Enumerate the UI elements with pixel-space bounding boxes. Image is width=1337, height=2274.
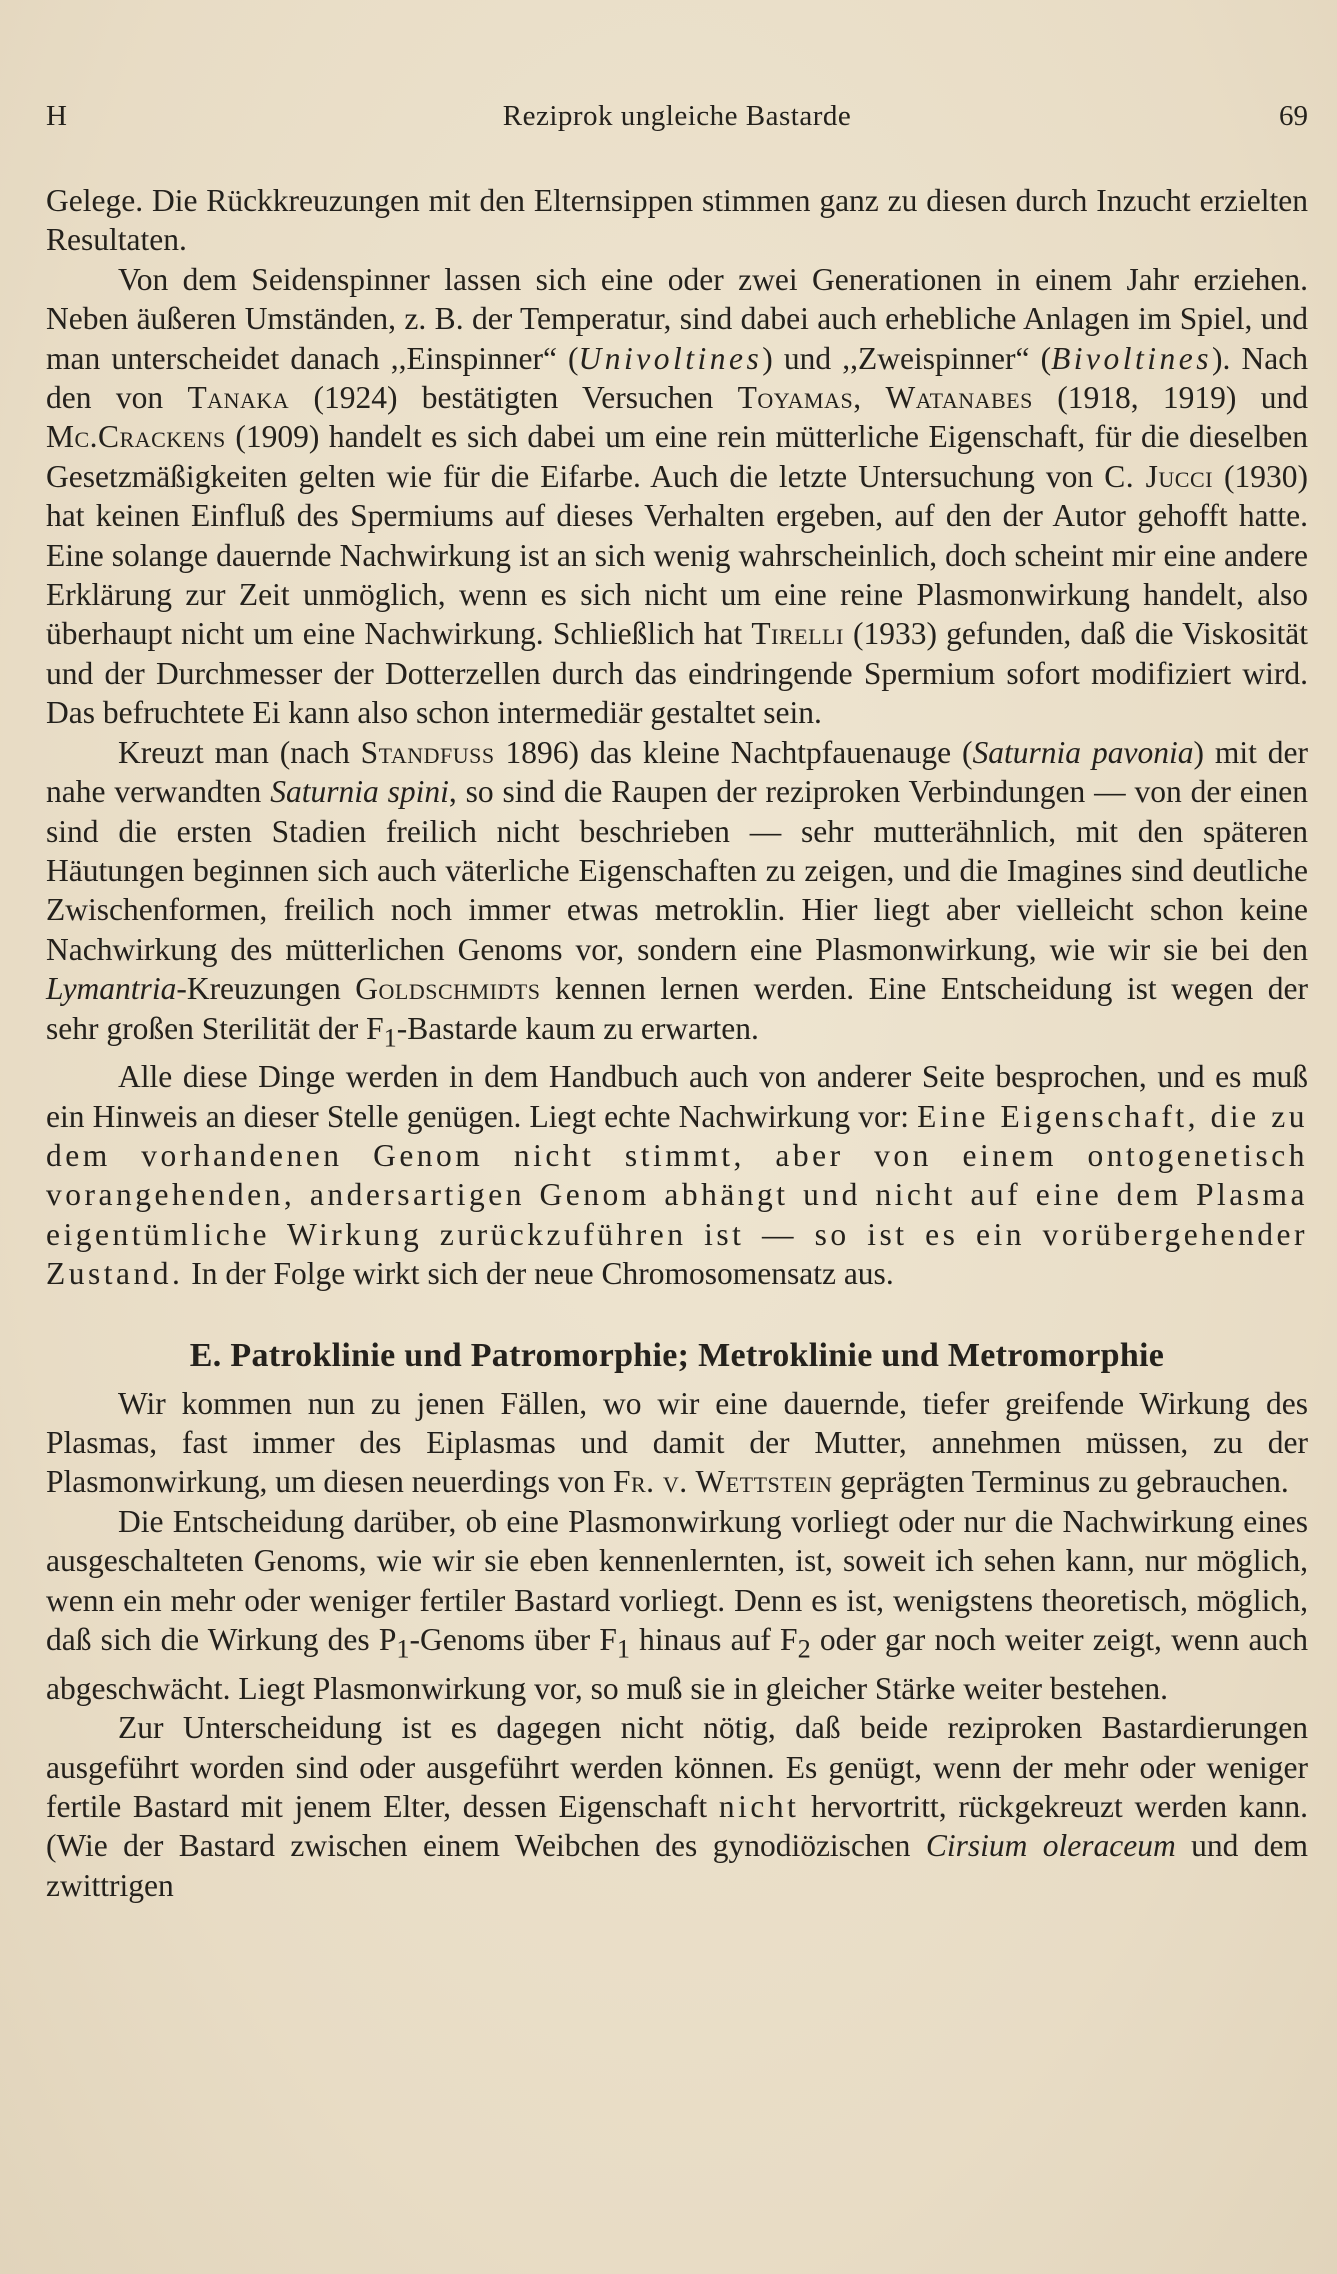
author-tirelli: Tirelli (751, 616, 844, 652)
author-standfuss: Standfuss (360, 734, 495, 770)
paragraph-7: Zur Unterscheidung ist es dagegen nicht nötig, daß beide reziproken Bastardierungen ausgeführt worden sind oder ausgeführt werden können. Es genügt, wenn der mehr oder weniger fertile Bastard mit jenem Elter, dessen Eigenschaft nicht hervortritt, rückgekreuzt werden kann. (Wie der Bastard zwischen einem Weibchen des gynodiözischen Cirsium oleraceum und dem zwittrigen (46, 1710, 1308, 1903)
author-watanabe: Watanabes (885, 380, 1033, 416)
running-header (46, 100, 1308, 144)
paragraph-4: Alle diese Dinge werden in dem Handbuch auch von anderer Seite besprochen, und es muß ein Hinweis an dieser Stelle genügen. Liegt echte Nachwirkung vor: Eine Eigenschaft, die zu dem vorhandenen Genom nicht stimmt, aber von einem ontogenetisch vorangehenden, andersartigen Genom abhängt und nicht auf eine dem Plasma eigentümliche Wirkung zurückzuführen ist — so ist es ein vorübergehender Zustand. In der Folge wirkt sich der neue Chromosomensatz aus. (46, 1059, 1308, 1292)
page-body (46, 181, 1308, 1905)
page-number: 69 (1279, 100, 1308, 132)
paragraph-6: Die Entscheidung darüber, ob eine Plasmonwirkung vorliegt oder nur die Nachwirkung eines ausgeschalteten Genoms, wie wir sie eben kennenlernten, ist, soweit ich sehen kann, nur möglich, wenn ein mehr oder weniger fertiler Bastard vorliegt. Denn es ist, wenigstens theoretisch, möglich, daß sich die Wirkung des $P_1$-Genoms über $F_1$ hinaus auf $F_2$ oder gar noch weiter zeigt, wenn auch abgeschwächt. Liegt Plasmonwirkung vor, so muß sie in gleicher Stärke weiter bestehen. (46, 1503, 1308, 1706)
species-saturnia-spini: Saturnia spini (270, 774, 449, 810)
running-title: Reziprok ungleiche Bastarde (502, 100, 852, 132)
subscript: 1 (616, 1634, 630, 1664)
species-saturnia-pavonia: Saturnia pavonia (972, 734, 1194, 770)
genus-lymantria: Lymantria (46, 971, 177, 1007)
term-univoltines: Univoltines (578, 340, 763, 376)
author-tanaka: Tanaka (187, 380, 290, 416)
subscript: 1 (383, 1022, 397, 1052)
subscript: 1 (396, 1634, 410, 1664)
subscript: 2 (797, 1634, 811, 1664)
author-jucci: C. Jucci (1104, 458, 1213, 494)
section-letter: H (46, 100, 67, 132)
section-heading: E. Patroklinie und Patromorphie; Metroklinie und Metromorphie (189, 1336, 1165, 1374)
paragraph-5: Wir kommen nun zu jenen Fällen, wo wir eine dauernde, tiefer greifende Wirkung des Plasmas, fast immer des Eiplasmas und damit der Mutter, annehmen müssen, zu der Plasmonwirkung, um diesen neuerdings von Fr. v. Wettstein geprägten Terminus zu gebrauchen. (46, 1385, 1308, 1500)
author-mccracken: Mc.Crackens (46, 419, 226, 455)
author-wettstein: Fr. v. Wettstein (612, 1464, 833, 1500)
term-bivoltines: Bivoltines (1051, 340, 1213, 376)
paragraph-2: Von dem Seidenspinner lassen sich eine oder zwei Generationen in einem Jahr erziehen. Neben äußeren Umständen, z. B. der Temperatur, sind dabei auch erhebliche Anlagen im Spiel, und man unterscheidet danach ,,Einspinner“ (Univoltines) und ,,Zweispinner“ (Bivoltines). Nach den von Tanaka (1924) bestätigten Versuchen Toyamas, Watanabes (1918, 1919) und Mc.Crackens (1909) handelt es sich dabei um eine rein mütterliche Eigenschaft, für die dieselben Gesetzmäßigkeiten gelten wie für die Eifarbe. Auch die letzte Untersuchung von C. Jucci (1930) hat keinen Einfluß des Spermiums auf dieses Verhalten ergeben, auf den der Autor gehofft hatte. Eine solange dauernde Nachwirkung ist an sich wenig wahrscheinlich, doch scheint mir eine andere Erklärung zur Zeit unmöglich, wenn es sich nicht um eine reine Plasmonwirkung handelt, also überhaupt nicht um eine Nachwirkung. Schließlich hat Tirelli (1933) gefunden, daß die Viskosität und der Durchmesser der Dotterzellen durch das eindringende Spermium sofort modifiziert wird. Das befruchtete Ei kann also schon intermediär gestaltet sein. (46, 261, 1309, 731)
species-cirsium-oleraceum: Cirsium oleraceum (925, 1828, 1176, 1864)
paragraph-3: Kreuzt man (nach Standfuss 1896) das kleine Nachtpfauenauge (Saturnia pavonia) mit der nahe verwandten Saturnia spini, so sind die Raupen der reziproken Verbindungen — von der einen sind die ersten Stadien freilich nicht beschrieben — sehr mutterähnlich, mit den späteren Häutungen beginnen sich auch väterliche Eigenschaften zu zeigen, und die Imagines sind deutliche Zwischenformen, freilich noch immer etwas metroklin. Hier liegt aber vielleicht schon keine Nachwirkung des mütterlichen Genoms vor, sondern eine Plasmonwirkung, wie wir sie bei den Lymantria-Kreuzungen Goldschmidts kennen lernen werden. Eine Entscheidung ist wegen der sehr großen Sterilität der $F_1$-Bastarde kaum zu erwarten. (46, 734, 1309, 1052)
paragraph-1: Gelege. Die Rückkreuzungen mit den Elternsippen stimmen ganz zu diesen durch Inzucht erzielten Resultaten. (46, 183, 1308, 258)
author-goldschmidt: Goldschmidts (355, 971, 541, 1007)
emphasis-nicht: nicht (718, 1789, 800, 1825)
definition-spaced: Eine Eigenschaft, die zu dem vorhandenen Genom nicht stimmt, aber von einem ontogenetisch vorangehenden, andersartigen Genom abhängt und nicht auf eine dem Plasma eigentümliche Wirkung zurückzuführen ist — so ist es ein vorübergehender Zustand. (46, 1098, 1308, 1292)
author-toyama: Toyamas (737, 380, 854, 416)
